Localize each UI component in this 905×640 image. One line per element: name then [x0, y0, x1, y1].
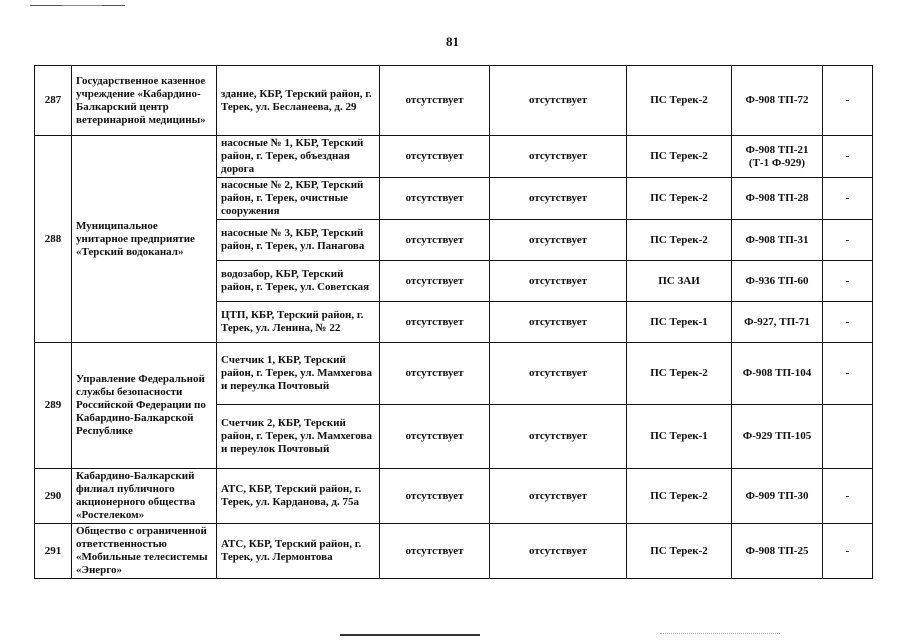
feeder-cell: Ф-927, ТП-71 — [732, 302, 823, 343]
note-cell — [823, 405, 873, 469]
substation-cell: ПС Терек-2 — [627, 136, 732, 178]
status-cell-2: отсутствует — [490, 302, 627, 343]
note-cell: - — [823, 524, 873, 579]
status-cell-1: отсутствует — [380, 178, 490, 220]
feeder-cell: Ф-908 ТП-25 — [732, 524, 823, 579]
row-number-cell: 291 — [35, 524, 72, 579]
registry-table — [34, 65, 873, 579]
substation-cell: ПС Терек-2 — [627, 66, 732, 136]
feeder-cell: Ф-908 ТП-28 — [732, 178, 823, 220]
substation-cell: ПС Терек-2 — [627, 220, 732, 261]
note-cell: - — [823, 261, 873, 302]
bottom-rule — [340, 634, 480, 636]
organization-cell: Кабардино-Балкарский филиал публичного акционерного общества «Ростелеком» — [72, 469, 217, 524]
note-cell: - — [823, 220, 873, 261]
table-row — [35, 469, 873, 524]
object-address-cell: ЦТП, КБР, Терский район, г. Терек, ул. Ленина, № 22 — [217, 302, 380, 343]
note-cell: - — [823, 302, 873, 343]
status-cell-2: отсутствует — [490, 524, 627, 579]
object-address-cell: водозабор, КБР, Терский район, г. Терек, ул. Советская — [217, 261, 380, 302]
note-cell: - — [823, 343, 873, 405]
object-address-cell: Счетчик 2, КБР, Терский район, г. Терек, ул. Мамхегова и переулок Почтовый — [217, 405, 380, 469]
status-cell-2: отсутствует — [490, 178, 627, 220]
status-cell-1: отсутствует — [380, 405, 490, 469]
object-address-cell: Счетчик 1, КБР, Терский район, г. Терек, ул. Мамхегова и переулка Почтовый — [217, 343, 380, 405]
status-cell-2: отсутствует — [490, 469, 627, 524]
note-cell: - — [823, 178, 873, 220]
object-address-cell: насосные № 2, КБР, Терский район, г. Терек, очистные сооружения — [217, 178, 380, 220]
status-cell-1: отсутствует — [380, 343, 490, 405]
feeder-cell: Ф-908 ТП-21 (Т-1 Ф-929) — [732, 136, 823, 178]
object-address-cell: здание, КБР, Терский район, г. Терек, ул. Бесланеева, д. 29 — [217, 66, 380, 136]
status-cell-2: отсутствует — [490, 66, 627, 136]
table-row — [35, 343, 873, 405]
feeder-cell: Ф-908 ТП-104 — [732, 343, 823, 405]
feeder-cell: Ф-909 ТП-30 — [732, 469, 823, 524]
substation-cell: ПС Терек-1 — [627, 405, 732, 469]
status-cell-1: отсутствует — [380, 302, 490, 343]
status-cell-1: отсутствует — [380, 220, 490, 261]
feeder-cell: Ф-929 ТП-105 — [732, 405, 823, 469]
object-address-cell: АТС, КБР, Терский район, г. Терек, ул. Карданова, д. 75а — [217, 469, 380, 524]
status-cell-1: отсутствует — [380, 136, 490, 178]
note-cell: - — [823, 136, 873, 178]
top-rule-2 — [62, 5, 102, 6]
page-number: 81 — [446, 34, 459, 49]
row-number-cell: 288 — [35, 136, 72, 343]
substation-cell: ПС Терек-2 — [627, 469, 732, 524]
note-cell: - — [823, 66, 873, 136]
substation-cell: ПС Терек-2 — [627, 343, 732, 405]
status-cell-2: отсутствует — [490, 261, 627, 302]
organization-cell: Общество с ограниченной ответственностью «Мобильные телесистемы «Энерго» — [72, 524, 217, 579]
table-row — [35, 136, 873, 178]
object-address-cell: АТС, КБР, Терский район, г. Терек, ул. Лермонтова — [217, 524, 380, 579]
status-cell-1: отсутствует — [380, 524, 490, 579]
feeder-cell: Ф-908 ТП-72 — [732, 66, 823, 136]
substation-cell: ПС Терек-1 — [627, 302, 732, 343]
feeder-cell: Ф-908 ТП-31 — [732, 220, 823, 261]
row-number-cell: 290 — [35, 469, 72, 524]
substation-cell: ПС Терек-2 — [627, 178, 732, 220]
organization-cell: Управление Федеральной службы безопасности Российской Федерации по Кабардино-Балкарской Республике — [72, 343, 217, 469]
substation-cell: ПС ЗАИ — [627, 261, 732, 302]
substation-cell: ПС Терек-2 — [627, 524, 732, 579]
organization-cell: Муниципальное унитарное предприятие «Терский водоканал» — [72, 136, 217, 343]
note-cell: - — [823, 469, 873, 524]
table-row — [35, 66, 873, 136]
status-cell-1: отсутствует — [380, 261, 490, 302]
status-cell-2: отсутствует — [490, 343, 627, 405]
row-number-cell: 287 — [35, 66, 72, 136]
status-cell-2: отсутствует — [490, 220, 627, 261]
status-cell-1: отсутствует — [380, 66, 490, 136]
bottom-dots — [660, 633, 780, 635]
row-number-cell: 289 — [35, 343, 72, 469]
status-cell-2: отсутствует — [490, 405, 627, 469]
status-cell-2: отсутствует — [490, 136, 627, 178]
registry-table-body — [35, 66, 873, 579]
organization-cell: Государственное казенное учреждение «Кабардино-Балкарский центр ветеринарной медицины» — [72, 66, 217, 136]
feeder-cell: Ф-936 ТП-60 — [732, 261, 823, 302]
table-row — [35, 524, 873, 579]
status-cell-1: отсутствует — [380, 469, 490, 524]
object-address-cell: насосные № 3, КБР, Терский район, г. Терек, ул. Панагова — [217, 220, 380, 261]
object-address-cell: насосные № 1, КБР, Терский район, г. Терек, объездная дорога — [217, 136, 380, 178]
